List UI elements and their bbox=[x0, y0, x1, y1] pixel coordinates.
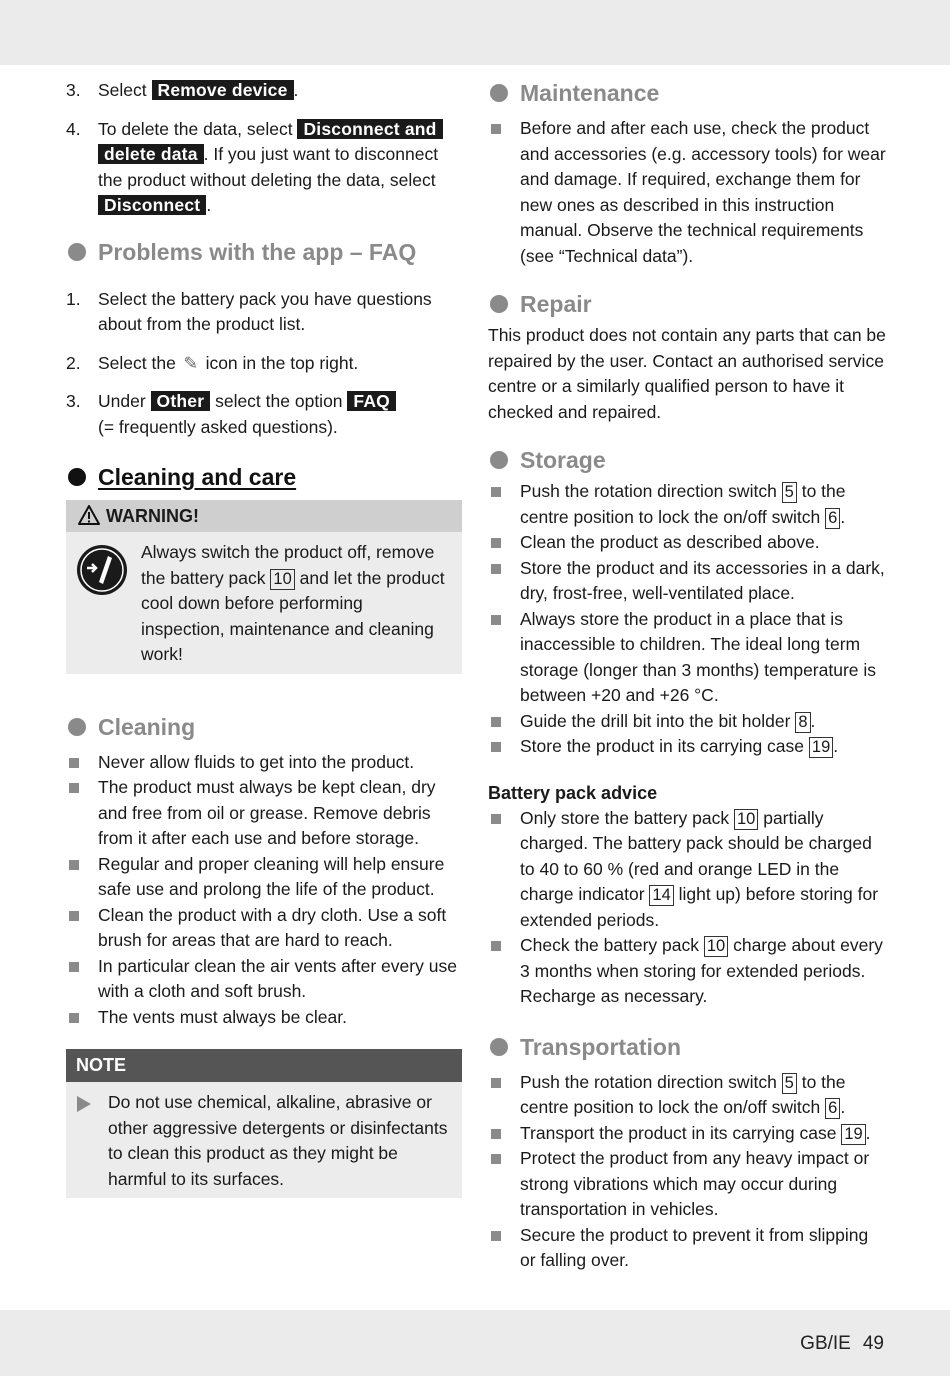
region-label: GB/IE bbox=[800, 1333, 851, 1354]
square-bullet-icon bbox=[491, 487, 501, 497]
maintenance-heading bbox=[488, 78, 888, 108]
list-item-text: Regular and proper cleaning will help ensure safe use and prolong the life of the product. bbox=[98, 853, 445, 899]
list-item-text: Only store the battery pack bbox=[520, 807, 734, 828]
list-item bbox=[488, 479, 888, 530]
list-item bbox=[488, 116, 888, 269]
faq-title: Problems with the app – FAQ bbox=[98, 238, 417, 265]
step-text-mid: . If you just want to disconnect the product without deleting the data, select bbox=[98, 144, 439, 190]
step-number: 2. bbox=[66, 352, 81, 373]
square-bullet-icon bbox=[491, 1078, 501, 1088]
ref-rotation-switch: 5 bbox=[782, 1073, 797, 1094]
list-item bbox=[488, 607, 888, 709]
maintenance-title: Maintenance bbox=[520, 80, 660, 106]
square-bullet-icon bbox=[491, 124, 501, 134]
step-text-end: . bbox=[293, 80, 299, 100]
list-item bbox=[66, 1005, 462, 1031]
list-item-text-end: . bbox=[833, 736, 839, 756]
list-item-text: Store the product and its accessories in a dark, dry, frost-free, well-ventilated place. bbox=[520, 557, 885, 603]
storage-title: Storage bbox=[520, 447, 606, 473]
repair-text: This product does not contain any parts that can be repaired by the user. Contact an authorised service centre or a similarly qualified person to have it checked and repaired. bbox=[488, 325, 886, 422]
faq-heading bbox=[66, 237, 462, 267]
list-item-text-end: light up) before storing for extended periods. bbox=[520, 884, 879, 930]
disconnect-and-label: Disconnect and bbox=[297, 119, 442, 139]
note-body bbox=[66, 1082, 462, 1198]
bullet-dot-icon bbox=[490, 451, 508, 469]
step-text-end: (= frequently asked questions). bbox=[98, 416, 338, 437]
list-item-text: Clean the product with a dry cloth. Use a soft brush for areas that are hard to reach. bbox=[98, 904, 447, 950]
warning-text: Always switch the product off, remove the battery pack bbox=[141, 542, 435, 588]
page-number: 49 bbox=[862, 1333, 884, 1354]
right-column bbox=[488, 78, 888, 1274]
warning-title: WARNING! bbox=[106, 506, 199, 526]
storage-list bbox=[488, 479, 888, 760]
square-bullet-icon bbox=[491, 941, 501, 951]
step-text: Select bbox=[98, 80, 152, 100]
cleaning-care-heading bbox=[66, 462, 462, 492]
list-item bbox=[66, 750, 462, 776]
remove-device-label: Remove device bbox=[152, 80, 294, 100]
step-remove-device bbox=[66, 78, 462, 104]
step-number: 3. bbox=[66, 391, 81, 411]
step-text: To delete the data, select bbox=[98, 118, 298, 139]
transportation-title: Transportation bbox=[520, 1033, 682, 1060]
ref-on-off-switch: 6 bbox=[825, 1098, 840, 1119]
list-item-text-mid: charge about every 3 months when storing for extended periods. Recharge as necessary. bbox=[520, 935, 883, 1006]
battery-advice-heading: Battery pack advice bbox=[488, 782, 658, 803]
square-bullet-icon bbox=[69, 911, 79, 921]
step-number: 1. bbox=[66, 288, 81, 309]
storage-heading bbox=[488, 445, 888, 475]
list-item-text: Never allow fluids to get into the product. bbox=[98, 751, 415, 772]
list-item bbox=[488, 806, 888, 934]
transport-list bbox=[488, 1070, 888, 1274]
list-item bbox=[488, 734, 888, 760]
list-item-text: Guide the drill bit into the bit holder bbox=[520, 710, 796, 731]
step-text: Under bbox=[98, 391, 151, 411]
square-bullet-icon bbox=[491, 564, 501, 574]
bullet-dot-icon bbox=[490, 84, 508, 102]
square-bullet-icon bbox=[69, 860, 79, 870]
other-label: Other bbox=[151, 391, 211, 411]
list-item-text-mid: partially charged. The battery pack should be charged to 40 to 60 % (red and orange LED in the charge indicator bbox=[520, 807, 872, 904]
step-disconnect bbox=[66, 117, 462, 219]
bullet-dot-icon bbox=[68, 468, 86, 486]
ref-charge-indicator: 14 bbox=[649, 885, 673, 906]
cleaning-list bbox=[66, 750, 462, 1031]
list-item-text-end: . bbox=[865, 1122, 871, 1143]
list-item bbox=[66, 775, 462, 852]
top-band bbox=[0, 0, 950, 65]
ref-carrying-case: 19 bbox=[841, 1124, 865, 1145]
square-bullet-icon bbox=[491, 1129, 501, 1139]
square-bullet-icon bbox=[69, 783, 79, 793]
list-item-text: Protect the product from any heavy impact or strong vibrations which may occur during transportation in vehicles. bbox=[520, 1148, 870, 1219]
list-item-text: Secure the product to prevent it from slipping or falling over. bbox=[520, 1224, 869, 1270]
list-item-text: In particular clean the air vents after every use with a cloth and soft brush. bbox=[98, 955, 457, 1001]
warning-text-end: and let the product cool down before performing inspection, maintenance and cleaning work! bbox=[141, 567, 445, 664]
square-bullet-icon bbox=[69, 962, 79, 972]
transportation-heading bbox=[488, 1032, 888, 1062]
list-item-text-end: . bbox=[810, 710, 816, 731]
list-item-text: Push the rotation direction switch bbox=[520, 1071, 782, 1092]
left-column bbox=[66, 78, 462, 1198]
step-text: Select the battery pack you have questions about from the product list. bbox=[98, 288, 432, 334]
square-bullet-icon bbox=[491, 717, 501, 727]
repair-title: Repair bbox=[520, 291, 592, 317]
note-title: NOTE bbox=[66, 1049, 462, 1082]
list-item bbox=[488, 933, 888, 1010]
faq-label: FAQ bbox=[347, 391, 396, 411]
list-item-text-end: . bbox=[840, 506, 846, 527]
list-item-text-mid: to the centre position to lock the on/off switch bbox=[520, 481, 846, 527]
disconnect-label: Disconnect bbox=[98, 195, 206, 215]
bullet-dot-icon bbox=[490, 1038, 508, 1056]
ref-battery-pack: 10 bbox=[734, 809, 758, 830]
list-item bbox=[488, 530, 888, 556]
battery-list bbox=[488, 806, 888, 1010]
ref-rotation-switch: 5 bbox=[782, 482, 797, 503]
cleaning-title: Cleaning bbox=[98, 713, 196, 740]
ref-on-off-switch: 6 bbox=[825, 508, 840, 529]
list-item-text: The vents must always be clear. bbox=[98, 1006, 347, 1027]
list-item-text: Push the rotation direction switch bbox=[520, 481, 782, 501]
square-bullet-icon bbox=[491, 538, 501, 548]
list-item-text-end: . bbox=[840, 1097, 846, 1117]
step-text-mid: select the option bbox=[210, 391, 348, 411]
list-item-text: Always store the product in a place that is inaccessible to children. The ideal long term storage (longer than 3 months) temperature is between +20 and +26 °C. bbox=[520, 608, 877, 705]
square-bullet-icon bbox=[69, 1013, 79, 1023]
step-text-end: . bbox=[206, 195, 212, 215]
square-bullet-icon bbox=[69, 758, 79, 768]
faq-step-1 bbox=[66, 287, 462, 338]
list-item bbox=[66, 903, 462, 954]
bullet-dot-icon bbox=[68, 243, 86, 261]
square-bullet-icon bbox=[491, 615, 501, 625]
pencil-icon: ✎ bbox=[183, 352, 199, 373]
list-item-text: Store the product in its carrying case bbox=[520, 736, 809, 756]
cleaning-care-title: Cleaning and care bbox=[98, 464, 297, 490]
square-bullet-icon bbox=[491, 814, 501, 824]
page-footer bbox=[800, 1333, 884, 1355]
list-item-text: Check the battery pack bbox=[520, 935, 704, 955]
list-item-text: The product must always be kept clean, dry and free from oil or grease. Remove debris from it after each use and before storage. bbox=[98, 777, 436, 848]
note-text: Do not use chemical, alkaline, abrasive or other aggressive detergents or disinfectants to clean this product as they might be harmful to its surfaces. bbox=[108, 1092, 448, 1189]
repair-heading bbox=[488, 289, 888, 319]
bullet-dot-icon bbox=[490, 295, 508, 313]
step-number: 4. bbox=[66, 118, 81, 139]
list-item bbox=[488, 709, 888, 735]
list-item-text: Transport the product in its carrying case bbox=[520, 1122, 842, 1143]
step-number: 3. bbox=[66, 80, 81, 100]
list-item bbox=[488, 1223, 888, 1274]
list-item-text: Before and after each use, check the product and accessories (e.g. accessory tools) for wear and damage. If required, exchange them for new ones as described in this instruction manual. Observe the technical requirements (see “Technical data”). bbox=[520, 118, 886, 266]
unplug-battery-icon bbox=[76, 544, 128, 596]
note-box bbox=[66, 1049, 462, 1198]
step-text: Select the bbox=[98, 352, 181, 373]
warning-header bbox=[66, 500, 462, 532]
warning-box bbox=[66, 500, 462, 674]
ref-bit-holder: 8 bbox=[795, 712, 810, 733]
warning-triangle-icon bbox=[78, 505, 100, 525]
list-item-text: Clean the product as described above. bbox=[520, 532, 820, 552]
list-item-text-mid: to the centre position to lock the on/off switch bbox=[520, 1071, 846, 1117]
ref-carrying-case: 19 bbox=[809, 737, 833, 758]
list-item bbox=[66, 852, 462, 903]
ref-battery-pack: 10 bbox=[270, 569, 294, 590]
square-bullet-icon bbox=[491, 742, 501, 752]
list-item bbox=[488, 556, 888, 607]
square-bullet-icon bbox=[491, 1231, 501, 1241]
list-item bbox=[488, 1070, 888, 1121]
warning-body bbox=[66, 532, 462, 674]
square-bullet-icon bbox=[491, 1154, 501, 1164]
triangle-bullet-icon bbox=[77, 1096, 91, 1112]
cleaning-heading bbox=[66, 712, 462, 742]
bullet-dot-icon bbox=[68, 718, 86, 736]
delete-data-label: delete data bbox=[98, 144, 204, 164]
ref-battery-pack: 10 bbox=[704, 936, 728, 957]
faq-step-2 bbox=[66, 351, 462, 377]
list-item bbox=[488, 1121, 888, 1147]
list-item bbox=[488, 1146, 888, 1223]
step-text-end: icon in the top right. bbox=[200, 352, 359, 373]
faq-step-3 bbox=[66, 389, 462, 440]
list-item bbox=[66, 954, 462, 1005]
